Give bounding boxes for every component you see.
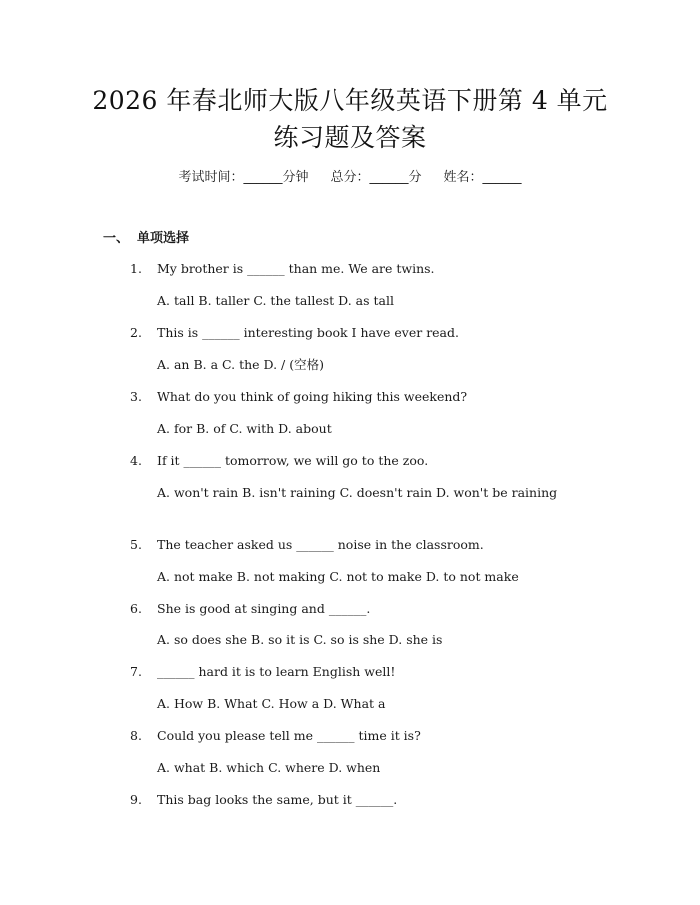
question-3-options: A. for B. of C. with D. about <box>157 421 332 436</box>
question-9 <box>130 790 397 810</box>
question-1 <box>130 259 435 279</box>
exam-info <box>0 168 700 188</box>
question-text: My brother is ______ than me. We are twins. <box>157 261 435 276</box>
document-title-line-1: 2026 年春北师大版八年级英语下册第 4 单元 <box>92 86 608 115</box>
question-4 <box>130 451 428 471</box>
question-number: 6. <box>130 601 142 616</box>
question-number: 3. <box>130 389 142 404</box>
question-number: 1. <box>130 261 142 276</box>
question-number: 9. <box>130 792 142 807</box>
exam-time: 考试时间：______分钟 <box>178 170 309 185</box>
question-8 <box>130 726 421 746</box>
exam-total-score: 总分：______分 <box>330 170 422 185</box>
question-text: ______ hard it is to learn English well! <box>157 664 396 679</box>
question-4-options: A. won't rain B. isn't raining C. doesn't rain D. won't be raining <box>157 485 558 500</box>
question-text: If it ______ tomorrow, we will go to the zoo. <box>157 453 429 468</box>
question-2-options: A. an B. a C. the D. / (空格) <box>157 357 324 372</box>
document-title-line-2: 练习题及答案 <box>273 123 427 152</box>
question-text: She is good at singing and ______. <box>157 601 371 616</box>
section-number: 一、 <box>103 231 130 246</box>
question-text: The teacher asked us ______ noise in the classroom. <box>157 537 484 552</box>
question-7 <box>130 662 395 682</box>
question-5-options: A. not make B. not making C. not to make D. to not make <box>157 569 519 584</box>
question-3 <box>130 387 467 407</box>
question-7-options: A. How B. What C. How a D. What a <box>157 696 386 711</box>
question-6 <box>130 599 370 619</box>
question-number: 4. <box>130 453 142 468</box>
question-text: This is ______ interesting book I have ever read. <box>157 325 459 340</box>
question-number: 2. <box>130 325 142 340</box>
question-5 <box>130 535 484 555</box>
section-heading <box>103 229 189 249</box>
question-text: This bag looks the same, but it ______. <box>157 792 398 807</box>
question-number: 7. <box>130 664 142 679</box>
question-8-options: A. what B. which C. where D. when <box>157 760 381 775</box>
question-number: 5. <box>130 537 142 552</box>
question-text: Could you please tell me ______ time it is? <box>157 728 421 743</box>
exam-name: 姓名：______ <box>443 170 522 185</box>
question-6-options: A. so does she B. so it is C. so is she D. she is <box>157 632 443 647</box>
section-title: 单项选择 <box>137 231 190 246</box>
question-2 <box>130 323 459 343</box>
question-number: 8. <box>130 728 142 743</box>
question-text: What do you think of going hiking this weekend? <box>157 389 468 404</box>
question-1-options: A. tall B. taller C. the tallest D. as tall <box>157 293 394 308</box>
